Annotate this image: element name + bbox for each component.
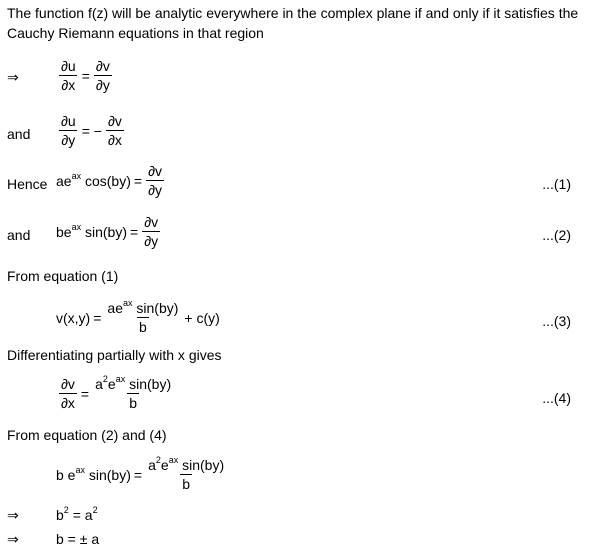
fraction-denominator: b — [129, 395, 138, 411]
and-label-2: and — [7, 227, 31, 243]
fraction — [59, 58, 78, 93]
equation-5 — [56, 457, 227, 492]
fraction-denominator: b — [139, 319, 147, 335]
fraction — [59, 376, 77, 411]
fraction-denominator: b — [182, 476, 190, 492]
fraction-numerator: ∂v — [148, 163, 162, 179]
equation-3-lhs: v(x,y) — [56, 309, 91, 326]
equals-sign: = — [133, 466, 143, 483]
fraction-numerator: ∂v — [95, 58, 110, 74]
equation-1 — [56, 163, 165, 198]
from-equation-1-text: From equation (1) — [7, 268, 119, 284]
plus-constant: + c(y) — [184, 309, 220, 326]
fraction — [146, 163, 164, 198]
fraction — [146, 457, 226, 492]
equation-1-lhs: $ae^{ax}$ cos(by) — [56, 170, 131, 189]
fraction-numerator: ∂u — [61, 113, 76, 129]
fraction-numerator: ∂u — [61, 58, 76, 74]
differentiating-text: Differentiating partially with x gives — [7, 347, 222, 363]
fraction-denominator: ∂y — [144, 233, 159, 249]
equals-minus-sign: = − — [81, 122, 102, 139]
cauchy-riemann-eq-2 — [58, 113, 125, 148]
fraction-numerator: ∂v — [61, 376, 75, 392]
fraction-numerator: $a^2e^{ax}$ sin(by) — [95, 374, 172, 392]
fraction — [142, 214, 160, 249]
fraction-denominator: ∂x — [61, 77, 76, 93]
equals-sign: = — [81, 67, 90, 84]
equation-4 — [58, 376, 174, 411]
intro-paragraph: The function f(z) will be analytic everywhere in the complex plane if and only if it satisfies the Cauchy Riemann equations in that region — [7, 5, 579, 41]
equation-2 — [56, 214, 161, 249]
fraction — [94, 58, 112, 93]
fraction-denominator: ∂y — [61, 132, 76, 148]
implies-symbol-1: ⇒ — [7, 69, 19, 85]
fraction — [105, 300, 180, 335]
implies-symbol-3: ⇒ — [7, 531, 19, 547]
implies-symbol-2: ⇒ — [7, 507, 19, 523]
and-label-1: and — [7, 126, 31, 142]
fraction-numerator: $ae^{ax}$ sin(by) — [107, 298, 179, 316]
equation-2-lhs: $be^{ax}$ sin(by) — [56, 221, 127, 240]
fraction — [59, 113, 78, 148]
equation-5-lhs: b $e^{ax}$ sin(by) — [56, 464, 131, 483]
equals-sign: = — [93, 309, 102, 326]
fraction — [93, 376, 173, 411]
fraction-denominator: ∂x — [107, 132, 122, 148]
equals-sign: = — [133, 172, 143, 189]
equation-2-label: ...(2) — [542, 227, 571, 243]
fraction-denominator: ∂x — [61, 395, 75, 411]
equation-3-label: ...(3) — [542, 313, 571, 329]
fraction-numerator: ∂v — [107, 113, 122, 129]
from-equations-2-4-text: From equation (2) and (4) — [7, 427, 167, 443]
equation-1-label: ...(1) — [542, 176, 571, 192]
cauchy-riemann-eq-1 — [58, 58, 113, 93]
fraction-numerator: ∂v — [144, 214, 159, 230]
fraction-numerator: $a^2e^{ax}$ sin(by) — [148, 455, 225, 473]
fraction — [106, 113, 124, 148]
fraction-denominator: ∂y — [95, 77, 110, 93]
equals-sign: = — [80, 385, 90, 402]
equation-4-label: ...(4) — [542, 390, 571, 406]
equals-sign: = — [130, 223, 139, 240]
hence-label: Hence — [7, 176, 48, 192]
result-b-squared: $b^2 = a^2$ — [56, 505, 98, 523]
result-b-equals: b = ± a — [56, 531, 100, 547]
fraction-denominator: ∂y — [148, 182, 162, 198]
equation-3 — [56, 300, 223, 335]
